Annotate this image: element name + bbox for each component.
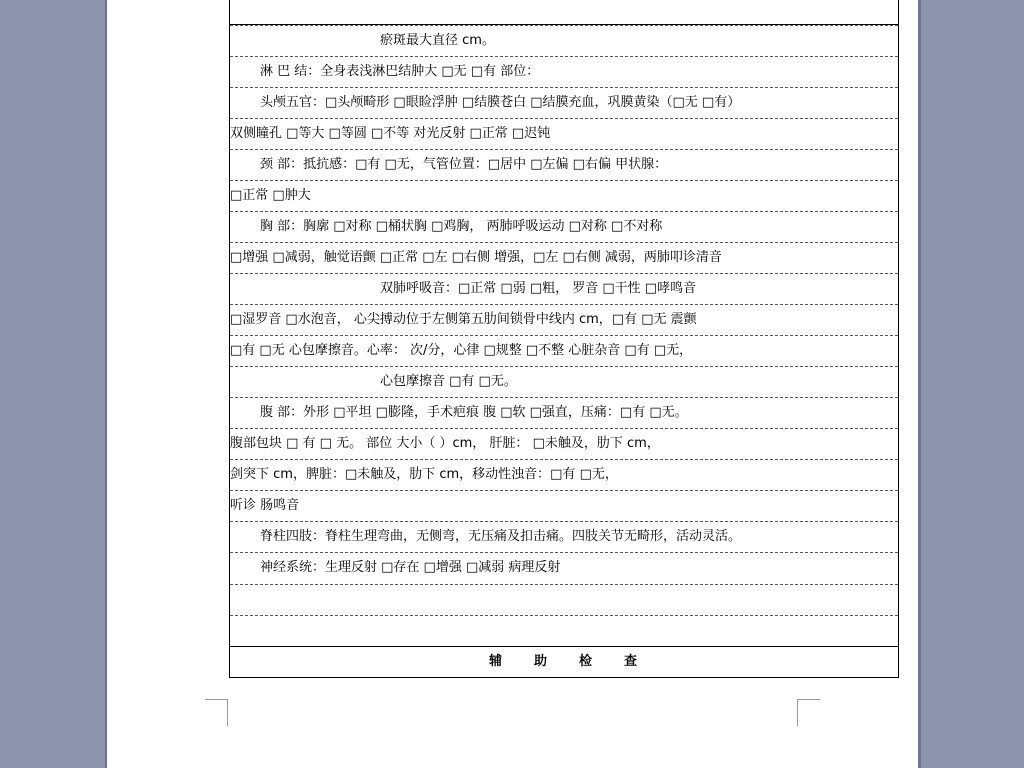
form-row (230, 180, 898, 212)
form-row (230, 149, 898, 181)
form-row-text: 双侧瞳孔 □等大 □等圆 □不等 对光反射 □正常 □迟钝 (230, 126, 551, 141)
form-row-text: □有 □无 心包摩擦音。心率： 次/分，心律 □规整 □不整 心脏杂音 □有 □无， (230, 343, 693, 358)
form-row-text: 胸 部：胸廓 □对称 □桶状胸 □鸡胸， 两肺呼吸运动 □对称 □不对称 (260, 219, 663, 234)
form-row (230, 552, 898, 584)
form-row-text: □正常 □肿大 (230, 188, 311, 203)
form-row (230, 459, 898, 491)
form-row (230, 335, 898, 367)
form-row (230, 118, 898, 150)
form-row-text: 剑突下 cm，脾脏：□未触及，肋下 cm，移动性浊音：□有 □无， (230, 467, 618, 482)
form-row (230, 615, 898, 647)
form-row (230, 87, 898, 119)
form-row (230, 397, 898, 429)
form-row-text: 听诊 肠鸣音 (230, 498, 300, 513)
form-row-text: 脊柱四肢：脊柱生理弯曲，无侧弯，无压痛及扣击痛。四肢关节无畸形，活动灵活。 (260, 529, 742, 544)
form-row-text: 心包摩擦音 □有 □无。 (380, 374, 517, 389)
form-row (230, 521, 898, 553)
form-row (230, 584, 898, 616)
form-row (230, 273, 898, 305)
form-row-text: 头颅五官：□头颅畸形 □眼睑浮肿 □结膜苍白 □结膜充血，巩膜黄染（□无 □有） (260, 95, 741, 110)
form-row-text: 双肺呼吸音：□正常 □弱 □粗， 罗音 □干性 □哮鸣音 (380, 281, 697, 296)
form-row-text: 腹 部：外形 □平坦 □膨隆，手术疤痕 腹 □软 □强直，压痛：□有 □无。 (260, 405, 688, 420)
page-corner-mark-left (205, 699, 228, 726)
form-row-text: 淋 巴 结：全身表浅淋巴结肿大 □无 □有 部位： (260, 64, 540, 79)
form-row (230, 25, 898, 57)
form-row (230, 211, 898, 243)
form-row-text: 腹部包块 □ 有 □ 无。 部位 大小（ ）cm， 肝脏： □未触及，肋下 cm， (230, 436, 660, 451)
form-row-text: □湿罗音 □水泡音， 心尖搏动位于左侧第五肋间锁骨中线内 cm，□有 □无 震颤 (230, 312, 697, 327)
form-row-text: 颈 部：抵抗感：□有 □无，气管位置：□居中 □左偏 □右偏 甲状腺： (260, 157, 668, 172)
form-row-text: □增强 □减弱，触觉语颤 □正常 □左 □右侧 增强，□左 □右侧 减弱，两肺叩诊清音 (230, 250, 722, 265)
form-row-text: 瘀斑最大直径 cm。 (380, 33, 495, 48)
form-row (230, 304, 898, 336)
form-row-text: 神经系统：生理反射 □存在 □增强 □减弱 病理反射 (260, 560, 561, 575)
form-row (230, 490, 898, 522)
medical-exam-form (229, 0, 899, 678)
form-row (230, 242, 898, 274)
page-corner-mark-right (797, 699, 820, 726)
form-row (230, 56, 898, 88)
form-row (230, 428, 898, 460)
page-edge-right (918, 0, 921, 768)
section-title-auxiliary-exam: 辅助检查 (230, 646, 898, 677)
form-row (230, 366, 898, 398)
